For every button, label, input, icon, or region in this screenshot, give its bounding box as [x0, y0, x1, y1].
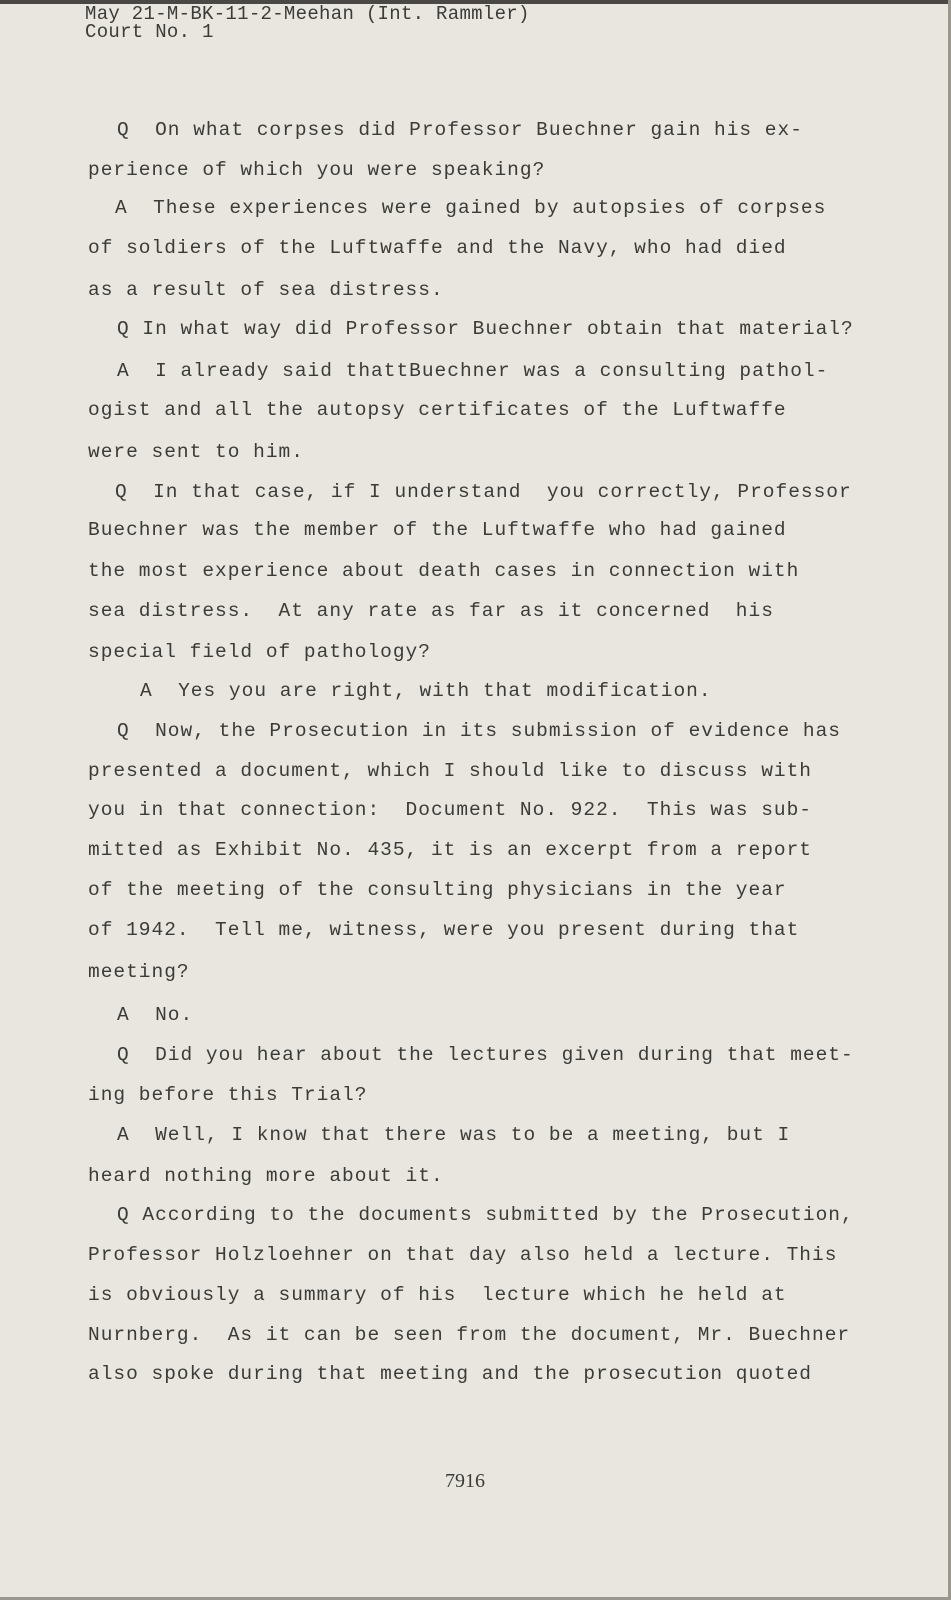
header-court-line: Court No. 1	[85, 21, 214, 43]
transcript-line: were sent to him.	[88, 441, 304, 463]
transcript-line: A No.	[117, 1004, 194, 1026]
header-session-line: May 21-M-BK-11-2-Meehan (Int. Rammler)	[85, 3, 530, 25]
transcript-line: Nurnberg. As it can be seen from the document, Mr. Buechner	[88, 1324, 851, 1346]
transcript-line: is obviously a summary of his lecture which he held at	[88, 1284, 787, 1306]
transcript-line: special field of pathology?	[88, 641, 431, 663]
transcript-line: Q Now, the Prosecution in its submission of evidence has	[117, 720, 842, 742]
transcript-line: you in that connection: Document No. 922. This was sub-	[88, 799, 813, 821]
transcript-line: as a result of sea distress.	[88, 279, 444, 301]
transcript-line: Q Did you hear about the lectures given during that meet-	[117, 1044, 854, 1066]
transcript-line: the most experience about death cases in connection with	[88, 560, 800, 582]
transcript-line: of soldiers of the Luftwaffe and the Navy, who had died	[88, 237, 787, 259]
transcript-line: A Yes you are right, with that modification.	[140, 680, 712, 702]
transcript-line: A I already said thattBuechner was a consulting pathol-	[117, 360, 829, 382]
page-number: 7916	[445, 1470, 485, 1492]
transcript-line: Q In what way did Professor Buechner obtain that material?	[117, 318, 854, 340]
transcript-line: heard nothing more about it.	[88, 1165, 444, 1187]
transcript-line: A These experiences were gained by autopsies of corpses	[115, 197, 827, 219]
transcript-line: A Well, I know that there was to be a meeting, but I	[117, 1124, 791, 1146]
transcript-line: meeting?	[88, 961, 190, 983]
transcript-line: Professor Holzloehner on that day also held a lecture. This	[88, 1244, 838, 1266]
transcript-line: sea distress. At any rate as far as it concerned his	[88, 600, 774, 622]
transcript-line: perience of which you were speaking?	[88, 159, 546, 181]
transcript-line: Q On what corpses did Professor Buechner gain his ex-	[117, 119, 803, 141]
transcript-line: presented a document, which I should like to discuss with	[88, 760, 813, 782]
transcript-line: Buechner was the member of the Luftwaffe who had gained	[88, 519, 787, 541]
transcript-line: of the meeting of the consulting physicians in the year	[88, 879, 787, 901]
transcript-line: Q In that case, if I understand you correctly, Professor	[115, 481, 852, 503]
transcript-line: ing before this Trial?	[88, 1084, 368, 1106]
transcript-line: ogist and all the autopsy certificates of the Luftwaffe	[88, 399, 787, 421]
transcript-line: Q According to the documents submitted by the Prosecution,	[117, 1204, 854, 1226]
transcript-line: of 1942. Tell me, witness, were you present during that	[88, 919, 800, 941]
transcript-line: also spoke during that meeting and the prosecution quoted	[88, 1363, 813, 1385]
transcript-line: mitted as Exhibit No. 435, it is an excerpt from a report	[88, 839, 813, 861]
